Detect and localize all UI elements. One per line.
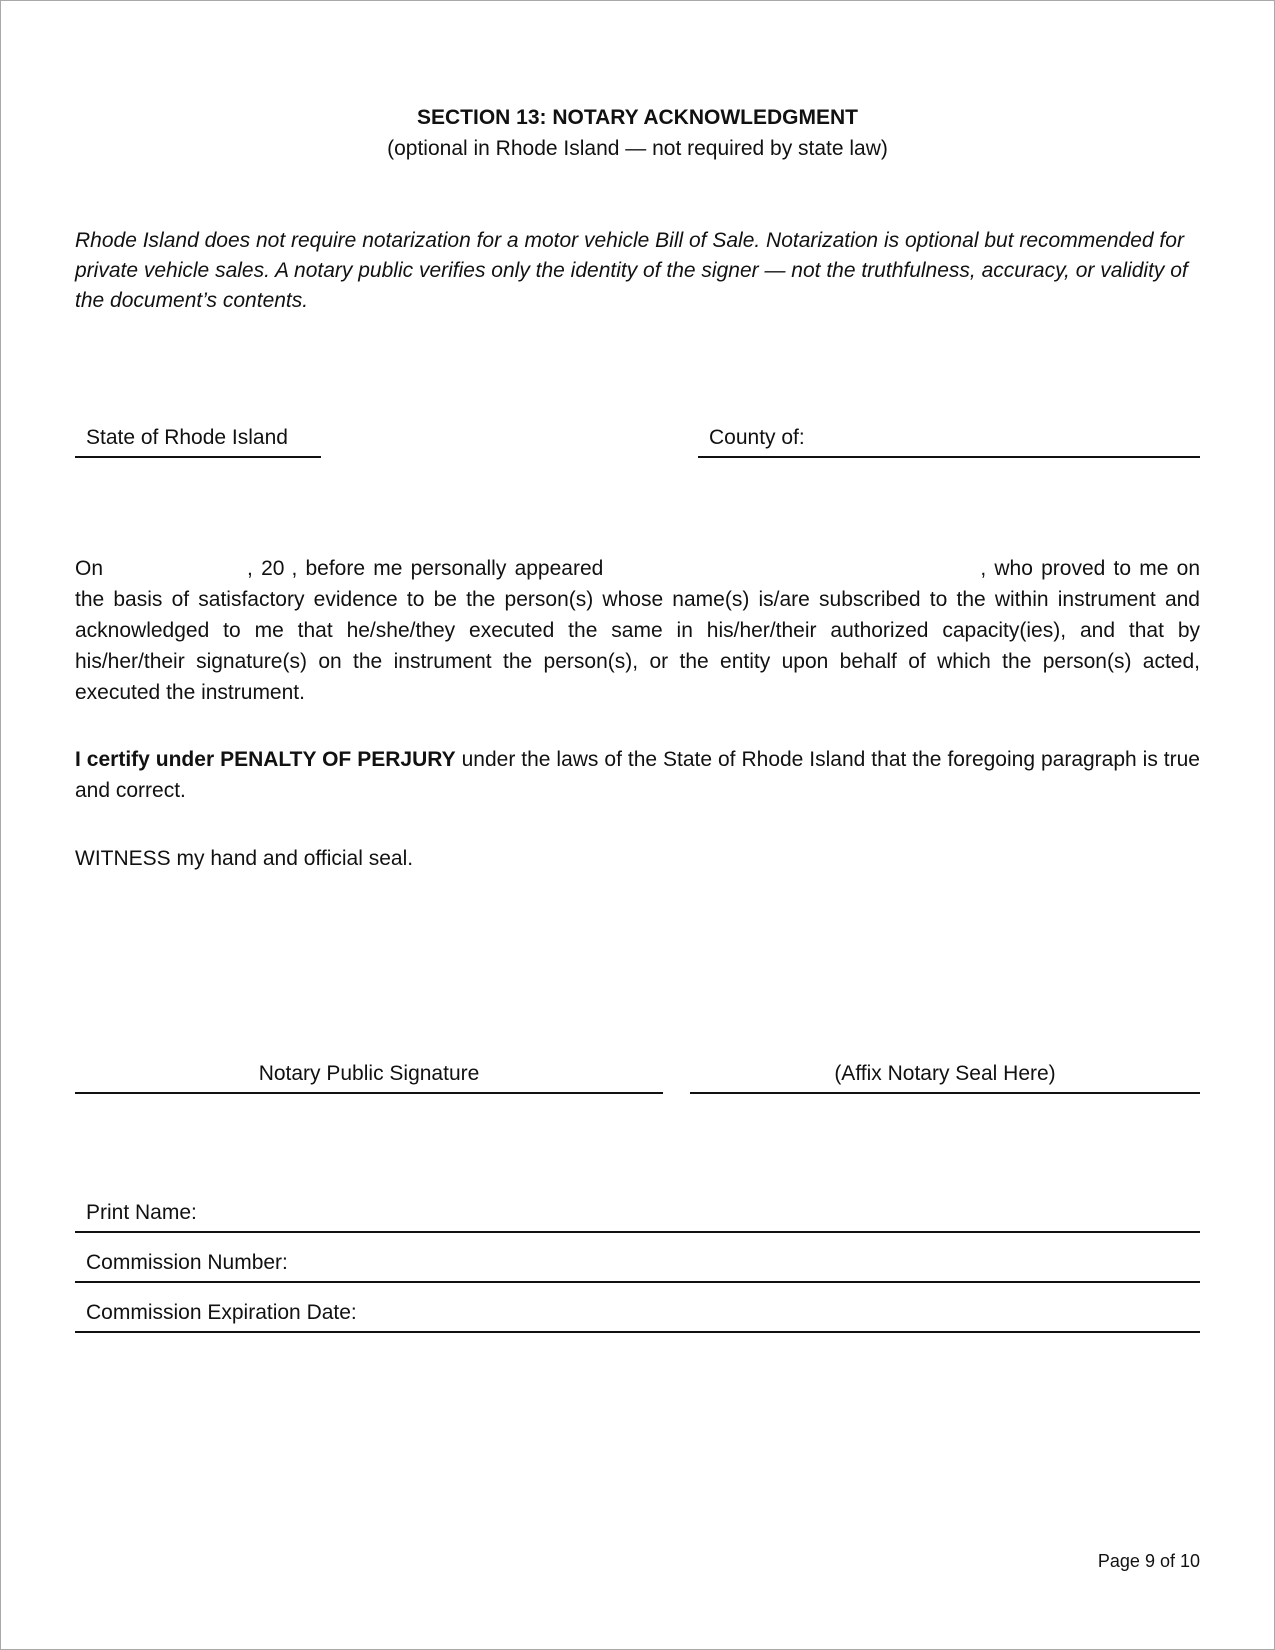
county-field[interactable] (698, 426, 1200, 458)
print-name-field[interactable] (75, 1201, 1200, 1233)
notary-seal-field[interactable] (690, 1062, 1200, 1094)
print-name-label: Print Name: (86, 1201, 197, 1224)
commission-expiration-label: Commission Expiration Date: (86, 1301, 357, 1324)
certify-bold: I certify under PENALTY OF PERJURY (75, 748, 456, 771)
witness-line: WITNESS my hand and official seal. (75, 847, 414, 870)
section-subtitle: (optional in Rhode Island — not required by state law) (387, 137, 888, 160)
ack-year-prefix: , 20 (247, 557, 285, 580)
commission-number-label: Commission Number: (86, 1251, 288, 1274)
acknowledgment-paragraph (75, 553, 1200, 708)
ack-appeared: , before me personally appeared (291, 557, 604, 580)
ack-on: On (75, 557, 104, 580)
notary-seal-label: (Affix Notary Seal Here) (834, 1062, 1056, 1085)
notary-signature-label: Notary Public Signature (258, 1062, 480, 1085)
state-label: State of Rhode Island (86, 426, 288, 449)
commission-number-field[interactable] (75, 1251, 1200, 1283)
certify-rest: under the laws of the State of Rhode Island that the foregoing paragraph is true and correct. (75, 748, 1200, 802)
commission-expiration-field[interactable] (75, 1301, 1200, 1333)
state-field[interactable] (75, 426, 321, 458)
page-number: Page 9 of 10 (1097, 1551, 1200, 1571)
ack-body: , who proved to me on the basis of satisfactory evidence to be the person(s) whose name(s) is/are subscribed to the within instrument and acknowledged to me that he/she/they executed the same in his/her/their authorized capacity(ies), and that by his/her/their signature(s) on the instrument the person(s), or the entity upon behalf of which the person(s) acted, executed the instrument. (75, 557, 1201, 704)
section-title: SECTION 13: NOTARY ACKNOWLEDGMENT (416, 106, 858, 129)
county-label: County of: (709, 426, 805, 449)
certify-paragraph (75, 744, 1200, 806)
notary-signature-field[interactable] (75, 1062, 663, 1094)
intro-paragraph: Rhode Island does not require notarization for a motor vehicle Bill of Sale. Notarization is optional but recommended for private vehicle sales. A notary public verifies only the identity of the signer — not the truthfulness, accuracy, or validity of the document’s contents. (75, 229, 1188, 312)
